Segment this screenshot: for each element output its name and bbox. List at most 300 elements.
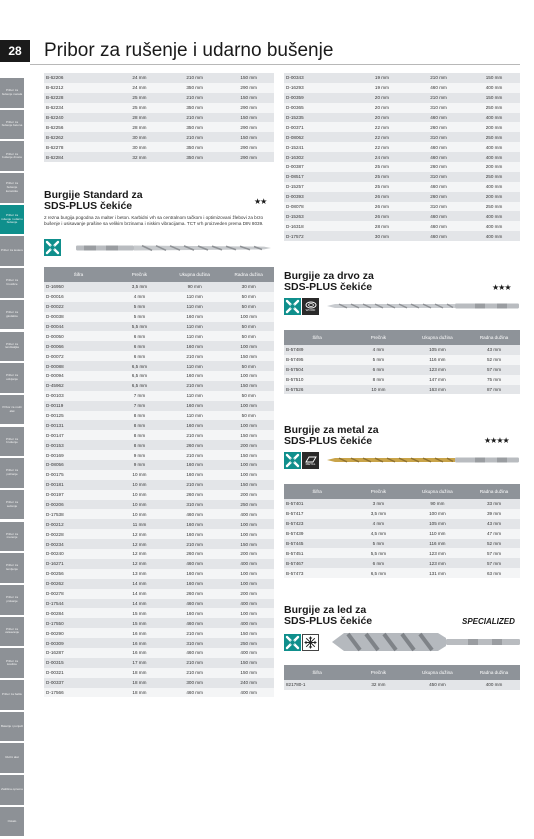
table-cell: D-00337 <box>44 678 113 688</box>
table-cell: 25 mm <box>355 162 409 172</box>
table-cell: 450 mm <box>407 680 468 690</box>
specialized-tag: SPECIALIZED <box>462 617 515 626</box>
table-cell: 110 mm <box>166 391 224 401</box>
header-sifra: Šifra <box>284 330 350 345</box>
table-cell: 87 mm <box>468 385 520 395</box>
table-cell: 43 mm <box>468 345 520 355</box>
continued-table-right <box>284 73 520 241</box>
table-cell: 9 mm <box>113 460 166 470</box>
table-cell: B-62240 <box>44 113 113 123</box>
table-cell: 350 mm <box>166 142 224 152</box>
table-cell: 43 mm <box>468 519 520 529</box>
table-cell: 160 mm <box>166 579 224 589</box>
table-row <box>44 519 274 529</box>
table-row <box>284 113 520 123</box>
table-cell: 200 mm <box>468 122 520 132</box>
table-cell: 100 mm <box>223 579 274 589</box>
table-row <box>44 658 274 668</box>
table-cell: 4 mm <box>113 292 166 302</box>
table-row <box>44 430 274 440</box>
table-row <box>284 172 520 182</box>
table-cell: D-16302 <box>284 152 355 162</box>
table-cell: 210 mm <box>166 668 224 678</box>
table-cell: 150 mm <box>468 93 520 103</box>
table-cell: D-15263 <box>284 211 355 221</box>
table-cell: 50 mm <box>223 322 274 332</box>
table-cell: 460 mm <box>409 211 468 221</box>
table-cell: 100 mm <box>223 371 274 381</box>
sds-standard-description: 2 rezna burgija pogodna za malter i beton. Karbidni vrh sa centralnom tačkom i optimizovani žlebovi za brzo bušenje i usisavanje prašine sa velikim brzinama i niskim vibracijama. TCT vrh proizveden prema DIN 8039. <box>44 215 264 226</box>
continued-table-left <box>44 73 274 162</box>
table-cell: 160 mm <box>166 312 224 322</box>
sds-shank-icon <box>44 239 61 256</box>
table-cell: D-16318 <box>284 221 355 231</box>
table-cell: B-57489 <box>284 345 350 355</box>
sidebar-tab[interactable]: Pribor za usisavanje <box>0 617 24 647</box>
table-cell: 116 mm <box>407 355 468 365</box>
table-cell: 105 mm <box>407 519 468 529</box>
table-row <box>284 385 520 395</box>
table-cell: 460 mm <box>166 509 224 519</box>
table-row <box>284 221 520 231</box>
sidebar-tab[interactable]: Pribor za sečenje <box>0 490 24 520</box>
table-row <box>284 519 520 529</box>
table-cell: B-62234 <box>44 103 113 113</box>
table-cell: 150 mm <box>468 73 520 83</box>
table-cell: 460 mm <box>166 599 224 609</box>
table-cell: 33 mm <box>468 499 520 509</box>
table-cell: 8 mm <box>113 411 166 421</box>
table-cell: 15 mm <box>113 608 166 618</box>
table-cell: D-17572 <box>284 231 355 241</box>
sidebar-tab[interactable]: Pribor za prskanje <box>0 585 24 615</box>
table-cell: 28 mm <box>113 113 166 123</box>
table-row <box>44 371 274 381</box>
table-cell: B-62212 <box>44 83 113 93</box>
table-cell: 25 mm <box>355 182 409 192</box>
table-cell: D-16271 <box>44 559 113 569</box>
table-cell: 240 mm <box>223 678 274 688</box>
sidebar-tab[interactable]: Pribor za baštu <box>0 680 24 710</box>
table-cell: 20 mm <box>355 93 409 103</box>
snowflake-icon <box>302 634 319 651</box>
table-cell: 310 mm <box>409 172 468 182</box>
table-cell: 4 mm <box>350 519 407 529</box>
table-cell: 100 mm <box>223 569 274 579</box>
table-cell: D-00088 <box>44 361 113 371</box>
table-row <box>44 490 274 500</box>
table-cell: 39 mm <box>468 509 520 519</box>
table-cell: D-00044 <box>44 322 113 332</box>
table-cell: 300 mm <box>166 678 224 688</box>
table-row <box>44 569 274 579</box>
sidebar-tab[interactable]: Pribor za poliranje <box>0 458 24 488</box>
table-cell: D-00343 <box>284 73 355 83</box>
table-cell: 90 mm <box>407 499 468 509</box>
table-cell: 821780-1 <box>284 680 350 690</box>
table-cell: 290 mm <box>223 122 274 132</box>
sidebar-tab[interactable]: Ručni alat <box>0 743 24 773</box>
table-cell: 100 mm <box>223 608 274 618</box>
table-cell: D-08056 <box>44 460 113 470</box>
header-sifra: Šifra <box>284 484 350 499</box>
table-cell: 30 mm <box>113 142 166 152</box>
table-cell: 12 mm <box>113 559 166 569</box>
table-cell: D-00131 <box>44 420 113 430</box>
table-cell: 25 mm <box>113 93 166 103</box>
table-cell: D-17566 <box>44 688 113 698</box>
table-cell: D-16950 <box>44 282 113 292</box>
table-cell: D-00094 <box>44 371 113 381</box>
table-cell: D-15241 <box>284 142 355 152</box>
table-cell: D-08062 <box>284 132 355 142</box>
table-cell: 350 mm <box>166 103 224 113</box>
table-row <box>284 142 520 152</box>
table-cell: 17 mm <box>113 658 166 668</box>
table-row <box>44 668 274 678</box>
table-cell: 110 mm <box>166 292 224 302</box>
table-cell: 460 mm <box>166 618 224 628</box>
table-row <box>44 391 274 401</box>
table-cell: 50 mm <box>223 292 274 302</box>
table-cell: 6,5 mm <box>350 568 407 578</box>
sidebar-tab[interactable]: Pribor za bušenje drveta <box>0 141 24 171</box>
table-cell: D-00228 <box>44 529 113 539</box>
table-cell: D-00393 <box>284 192 355 202</box>
table-row <box>44 688 274 698</box>
header-radna-duzina: Radna dužina <box>468 330 520 345</box>
sidebar-tab[interactable]: Pribor za bušenje metala <box>0 78 24 108</box>
sidebar-tab[interactable]: Pribor za bušenje keramike <box>0 173 24 203</box>
table-cell: 400 mm <box>223 559 274 569</box>
table-cell: D-08078 <box>284 202 355 212</box>
table-row <box>44 589 274 599</box>
table-cell: 150 mm <box>223 351 274 361</box>
table-row <box>284 231 520 241</box>
table-cell: D-00262 <box>44 579 113 589</box>
table-row <box>44 559 274 569</box>
table-cell: 250 mm <box>223 500 274 510</box>
table-cell: 200 mm <box>223 440 274 450</box>
table-row <box>44 312 274 322</box>
sds-shank-symbol <box>286 300 299 313</box>
table-cell: 200 mm <box>223 549 274 559</box>
table-cell: 100 mm <box>223 420 274 430</box>
sidebar-tab[interactable]: Ostalo <box>0 807 24 837</box>
table-row <box>44 132 274 142</box>
table-cell: 160 mm <box>166 470 224 480</box>
table-cell: 210 mm <box>166 73 224 83</box>
table-cell: 7 mm <box>113 391 166 401</box>
table-row <box>284 83 520 93</box>
wood-rating: ★★★ <box>492 283 511 292</box>
metal-title <box>284 425 379 447</box>
table-row <box>284 182 520 192</box>
table-row <box>284 152 520 162</box>
table-cell: D-00365 <box>284 103 355 113</box>
table-cell: 24 mm <box>113 83 166 93</box>
table-cell: 25 mm <box>113 103 166 113</box>
table-cell: 123 mm <box>407 558 468 568</box>
table-cell: 460 mm <box>409 142 468 152</box>
table-cell: D-15257 <box>284 182 355 192</box>
metal-table <box>284 484 520 578</box>
table-cell: 8 mm <box>350 375 407 385</box>
table-cell: D-00315 <box>44 658 113 668</box>
table-cell: 160 mm <box>166 371 224 381</box>
sidebar-tab[interactable]: Pribor za bušenje betona <box>0 110 24 140</box>
table-row <box>44 113 274 123</box>
table-cell: 47 mm <box>468 529 520 539</box>
table-cell: 210 mm <box>166 658 224 668</box>
table-cell: 400 mm <box>468 211 520 221</box>
table-cell: 210 mm <box>409 93 468 103</box>
table-cell: 310 mm <box>409 202 468 212</box>
header-precnik: Prečnik <box>350 330 407 345</box>
table-row <box>44 282 274 292</box>
table-cell: B-62262 <box>44 132 113 142</box>
table-cell: 63 mm <box>468 568 520 578</box>
table-cell: 400 mm <box>223 509 274 519</box>
table-cell: 400 mm <box>468 231 520 241</box>
table-cell: 210 mm <box>166 539 224 549</box>
table-header-row <box>44 267 274 282</box>
table-cell: 22 mm <box>355 132 409 142</box>
table-cell: B-62284 <box>44 152 113 162</box>
sds-standard-title-line1: Burgije Standard za <box>44 189 143 201</box>
table-cell: D-00256 <box>44 569 113 579</box>
sidebar-tab[interactable]: Pribor za rendisaljke <box>0 332 24 362</box>
table-cell: 10 mm <box>113 500 166 510</box>
page-title: Pribor za rušenje i udarno bušenje <box>44 40 334 61</box>
table-cell: 6,5 mm <box>113 361 166 371</box>
table-cell: 160 mm <box>166 460 224 470</box>
table-cell: 110 mm <box>166 331 224 341</box>
table-cell: 15 mm <box>113 618 166 628</box>
table-cell: D-00175 <box>44 470 113 480</box>
table-cell: 90 mm <box>166 282 224 292</box>
table-cell: D-00153 <box>44 440 113 450</box>
table-cell: D-16293 <box>284 83 355 93</box>
table-row <box>44 83 274 93</box>
table-row <box>284 529 520 539</box>
table-cell: D-17550 <box>44 618 113 628</box>
metal-title-line2: SDS-PLUS čekiće <box>284 435 373 447</box>
table-cell: 19 mm <box>355 83 409 93</box>
header-sifra: Šifra <box>44 267 113 282</box>
sds-shank-icon <box>284 298 301 315</box>
table-row <box>44 381 274 391</box>
table-cell: D-00181 <box>44 480 113 490</box>
table-cell: 75 mm <box>468 375 520 385</box>
table-cell: 52 mm <box>468 539 520 549</box>
sidebar-tab[interactable]: Pribor za brušenje <box>0 427 24 457</box>
table-cell: 30 mm <box>355 231 409 241</box>
table-cell: 50 mm <box>223 391 274 401</box>
header-radna-duzina: Radna dužina <box>468 484 520 499</box>
table-cell: 100 mm <box>407 509 468 519</box>
table-cell: D-00284 <box>44 608 113 618</box>
table-row <box>44 579 274 589</box>
sidebar-tab[interactable]: Pribor za testere <box>0 236 24 266</box>
table-cell: 14 mm <box>113 599 166 609</box>
metal-rating: ★★★★ <box>484 436 509 445</box>
table-cell: 5,5 mm <box>350 548 407 558</box>
metal-title-line1: Burgije za metal za <box>284 424 379 436</box>
table-cell: B-62206 <box>44 73 113 83</box>
table-cell: 52 mm <box>468 355 520 365</box>
header-ukupna-duzina: Ukupna dužina <box>407 484 468 499</box>
table-cell: D-15235 <box>284 113 355 123</box>
table-cell: 20 mm <box>355 113 409 123</box>
ice-title-line1: Burgije za led za <box>284 604 367 616</box>
sidebar-tab[interactable]: Pribor za glodalice <box>0 300 24 330</box>
table-row <box>44 470 274 480</box>
table-cell: B-57526 <box>284 385 350 395</box>
sidebar-tab[interactable]: Pribor za odvijanje <box>0 363 24 393</box>
table-cell: 32 mm <box>113 152 166 162</box>
table-cell: 210 mm <box>166 113 224 123</box>
table-cell: 16 mm <box>113 628 166 638</box>
table-row <box>44 73 274 83</box>
table-cell: 163 mm <box>407 385 468 395</box>
table-cell: 400 mm <box>468 182 520 192</box>
sidebar-tab[interactable]: Zaštitna oprema <box>0 775 24 805</box>
table-header-row <box>284 665 520 680</box>
table-cell: D-00206 <box>44 500 113 510</box>
table-cell: 460 mm <box>409 182 468 192</box>
table-cell: 460 mm <box>409 231 468 241</box>
table-cell: 150 mm <box>223 132 274 142</box>
table-cell: 24 mm <box>113 73 166 83</box>
sidebar-tab[interactable]: Pribor za rušenje i udarno bušenje <box>0 205 24 235</box>
table-cell: 110 mm <box>407 529 468 539</box>
table-row <box>44 440 274 450</box>
header-precnik: Prečnik <box>113 267 166 282</box>
table-cell: 150 mm <box>223 539 274 549</box>
table-row <box>284 509 520 519</box>
table-row <box>284 122 520 132</box>
table-cell: 210 mm <box>166 381 224 391</box>
table-cell: 160 mm <box>166 401 224 411</box>
table-row <box>44 460 274 470</box>
table-row <box>44 628 274 638</box>
table-cell: 6 mm <box>113 351 166 361</box>
table-cell: 100 mm <box>223 529 274 539</box>
table-cell: B-62278 <box>44 142 113 152</box>
table-cell: 160 mm <box>166 529 224 539</box>
table-cell: 260 mm <box>166 490 224 500</box>
table-cell: D-00103 <box>44 391 113 401</box>
table-cell: 100 mm <box>223 341 274 351</box>
sidebar-tab[interactable]: Baterije i punjači <box>0 712 24 742</box>
table-cell: B-57423 <box>284 519 350 529</box>
table-row <box>284 202 520 212</box>
table-cell: D-45962 <box>44 381 113 391</box>
table-cell: B-62256 <box>44 122 113 132</box>
table-row <box>44 322 274 332</box>
sidebar-tab[interactable]: Pribor za kosilice <box>0 648 24 678</box>
sidebar-tab[interactable]: Pribor za multi alat <box>0 395 24 425</box>
header-radna-duzina: Radna dužina <box>223 267 274 282</box>
table-cell: 250 mm <box>223 638 274 648</box>
table-header-row <box>284 330 520 345</box>
sidebar-tab[interactable]: Pribor za brusilice <box>0 268 24 298</box>
table-cell: 350 mm <box>166 152 224 162</box>
table-cell: 57 mm <box>468 548 520 558</box>
table-cell: B-57473 <box>284 568 350 578</box>
table-cell: 310 mm <box>166 638 224 648</box>
sds-shank-symbol <box>286 636 299 649</box>
table-cell: 110 mm <box>166 322 224 332</box>
table-cell: 160 mm <box>166 569 224 579</box>
table-cell: 14 mm <box>113 589 166 599</box>
sidebar-tab[interactable]: Pribor za lemljenje <box>0 553 24 583</box>
table-cell: D-00038 <box>44 312 113 322</box>
table-cell: 28 mm <box>113 122 166 132</box>
wood-title-line2: SDS-PLUS čekiće <box>284 281 373 293</box>
table-row <box>44 341 274 351</box>
wood-title-line1: Burgije za drvo za <box>284 270 374 282</box>
table-cell: B-57451 <box>284 548 350 558</box>
wood-badge-label: WOOD <box>305 307 316 312</box>
table-cell: 100 mm <box>223 401 274 411</box>
table-cell: 22 mm <box>355 122 409 132</box>
table-cell: 460 mm <box>409 152 468 162</box>
sds-standard-title <box>44 190 143 212</box>
table-cell: 10 mm <box>350 385 407 395</box>
table-cell: 6 mm <box>113 341 166 351</box>
table-cell: 18 mm <box>113 688 166 698</box>
table-cell: D-00321 <box>44 668 113 678</box>
snowflake-symbol <box>304 636 317 649</box>
table-cell: 400 mm <box>468 152 520 162</box>
table-row <box>284 93 520 103</box>
table-cell: 116 mm <box>407 539 468 549</box>
ice-table <box>284 665 520 690</box>
table-cell: 10 mm <box>113 490 166 500</box>
table-row <box>44 480 274 490</box>
table-cell: 11 mm <box>113 519 166 529</box>
table-cell: D-16287 <box>44 648 113 658</box>
table-cell: 290 mm <box>223 142 274 152</box>
table-cell: 290 mm <box>223 83 274 93</box>
table-row <box>284 103 520 113</box>
table-cell: 6,5 mm <box>113 371 166 381</box>
table-cell: 147 mm <box>407 375 468 385</box>
table-cell: D-00234 <box>44 539 113 549</box>
table-cell: 400 mm <box>468 113 520 123</box>
table-cell: 18 mm <box>113 668 166 678</box>
table-cell: 25 mm <box>355 172 409 182</box>
table-cell: 250 mm <box>468 132 520 142</box>
table-cell: 30 mm <box>223 282 274 292</box>
table-cell: 350 mm <box>166 83 224 93</box>
ice-title-line2: SDS-PLUS čekiće <box>284 615 373 627</box>
table-cell: D-00066 <box>44 341 113 351</box>
table-row <box>284 568 520 578</box>
sidebar-tab[interactable]: Pribor za merenje <box>0 522 24 552</box>
metal-material-icon <box>302 452 319 469</box>
table-cell: D-00197 <box>44 490 113 500</box>
table-cell: B-57504 <box>284 365 350 375</box>
table-cell: B-57417 <box>284 509 350 519</box>
table-cell: 150 mm <box>223 430 274 440</box>
sidebar <box>0 0 24 823</box>
table-cell: 400 mm <box>223 648 274 658</box>
table-cell: 10 mm <box>113 480 166 490</box>
table-cell: 50 mm <box>223 361 274 371</box>
